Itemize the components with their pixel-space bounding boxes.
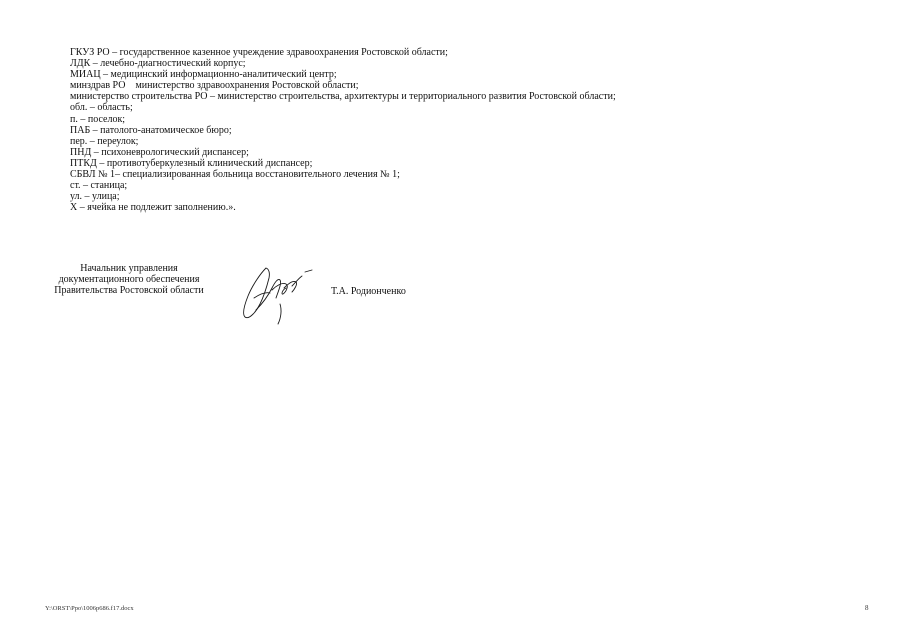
abbreviation-item: ул. – улица;: [70, 191, 120, 203]
abbreviation-item: министерство строительства РО – министерство строительства, архитектуры и территориального развития Ростовской области;: [70, 91, 616, 103]
abbreviation-item: Х – ячейка не подлежит заполнению.».: [70, 202, 236, 214]
abbreviation-item: ГКУЗ РО – государственное казенное учреждение здравоохранения Ростовской области;: [70, 47, 448, 58]
footer-file-path: Y:\ORST\Ppo\1006p686.f17.docx: [45, 605, 134, 612]
signer-position: [40, 263, 218, 297]
abbreviation-item: ПНД – психоневрологический диспансер;: [70, 146, 249, 158]
abbreviation-item: СБВЛ № 1– специализированная больница восстановительного лечения № 1;: [70, 169, 400, 181]
abbreviation-item: ЛДК – лечебно-диагностический корпус;: [70, 58, 246, 70]
signer-name: Т.А. Родионченко: [331, 286, 406, 297]
abbreviation-item: МИАЦ – медицинский информационно-аналитический центр;: [70, 69, 337, 81]
abbreviation-item: ст. – станица;: [70, 180, 128, 192]
abbreviation-item: ПТКД – противотуберкулезный клинический диспансер;: [70, 157, 313, 169]
abbreviation-item: пер. – переулок;: [70, 135, 139, 147]
handwritten-signature: [236, 260, 318, 326]
page-number: 8: [865, 604, 869, 612]
abbreviation-item: п. – поселок;: [70, 113, 126, 125]
abbreviation-list: [70, 47, 870, 213]
abbreviation-item: минздрав РО министерство здравоохранения Ростовской области;: [70, 80, 359, 92]
abbreviation-item: обл. – область;: [70, 102, 133, 114]
abbreviation-item: ПАБ – патолого-анатомическое бюро;: [70, 124, 232, 136]
signer-position-line: Начальник управления: [80, 263, 178, 274]
signer-position-line: Правительства Ростовской области: [54, 285, 204, 297]
signer-position-line: документационного обеспечения: [58, 274, 200, 286]
signature-block: [40, 260, 430, 330]
